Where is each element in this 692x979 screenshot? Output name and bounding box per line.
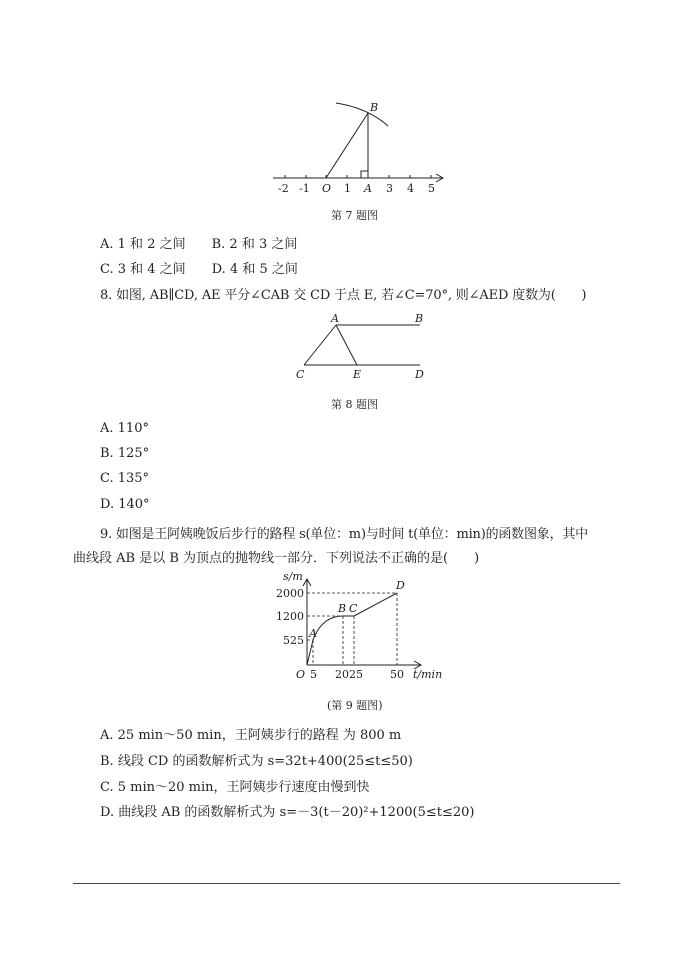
fig9-axis-y-label: s/m [283, 570, 303, 583]
q7-option-d: D. 4 和 5 之间 [211, 262, 298, 277]
fig7-caption: 第 7 题图 [331, 209, 378, 222]
fig9-label-b: B [338, 602, 347, 615]
fig8-label-c: C [296, 368, 305, 381]
fig7-tick-label: 4 [407, 182, 414, 195]
fig9-y-tick-label: 2000 [276, 587, 304, 600]
q8-option-b: B. 125° [100, 446, 150, 461]
fig8-label-a: A [331, 312, 339, 325]
fig8-caption: 第 8 题图 [331, 398, 378, 411]
q7-option-a: A. 1 和 2 之间 [100, 237, 186, 252]
q8-option-d: D. 140° [100, 497, 150, 512]
q9-option-c: C. 5 min～20 min，王阿姨步行速度由慢到快 [100, 780, 370, 795]
q7-option-b: B. 2 和 3 之间 [211, 237, 298, 252]
q8-stem: 8. 如图, AB∥CD, AE 平分∠CAB 交 CD 于点 E, 若∠C=70°, 则∠AED 度数为( ) [100, 288, 587, 303]
fig9-label-a: A [309, 627, 317, 640]
fig9-x-tick-label: 5 [310, 668, 317, 681]
fig9-label-d: D [396, 579, 405, 592]
q9-stem-line-1: 9. 如图是王阿姨晚饭后步行的路程 s(单位：m)与时间 t(单位：min)的函数图象，其中 [100, 527, 588, 542]
q9-stem-line-2: 曲线段 AB 是以 B 为顶点的抛物线一部分．下列说法不正确的是( ) [73, 551, 480, 566]
fig9-caption: (第 9 题图) [327, 699, 383, 712]
q9-option-a: A. 25 min～50 min，王阿姨步行的路程 为 800 m [100, 728, 402, 743]
q8-option-a: A. 110° [100, 421, 149, 436]
fig9-axis-x-label: t/min [413, 668, 443, 681]
fig7-tick-label: 1 [344, 182, 351, 195]
fig9-x-tick-label: 25 [349, 668, 363, 681]
fig9-origin-label: O [296, 668, 306, 681]
fig7-tick-label: 3 [386, 182, 393, 195]
q7-option-c: C. 3 和 4 之间 [100, 262, 186, 277]
fig8-label-b: B [415, 312, 424, 325]
fig7-tick-label: -2 [278, 182, 289, 195]
fig9-label-c: C [349, 602, 358, 615]
fig7-tick-label: -1 [299, 182, 310, 195]
fig9-x-tick-label: 20 [335, 668, 349, 681]
fig7-tick-label: A [364, 182, 372, 195]
fig7-label-b: B [370, 101, 379, 114]
fig8-label-e: E [353, 368, 362, 381]
fig8-label-d: D [415, 368, 424, 381]
q8-option-c: C. 135° [100, 471, 150, 486]
q9-option-b: B. 线段 CD 的函数解析式为 s=32t+400(25≤t≤50) [100, 754, 413, 769]
fig7-tick-label: O [322, 182, 332, 195]
fig7-tick-label: 5 [428, 182, 435, 195]
q9-option-d: D. 曲线段 AB 的函数解析式为 s=－3(t－20)²+1200(5≤t≤20) [100, 805, 475, 820]
fig9-y-tick-label: 525 [283, 634, 304, 647]
footer-divider [73, 883, 620, 884]
fig9-y-tick-label: 1200 [276, 610, 304, 623]
fig9-x-tick-label: 50 [390, 668, 404, 681]
